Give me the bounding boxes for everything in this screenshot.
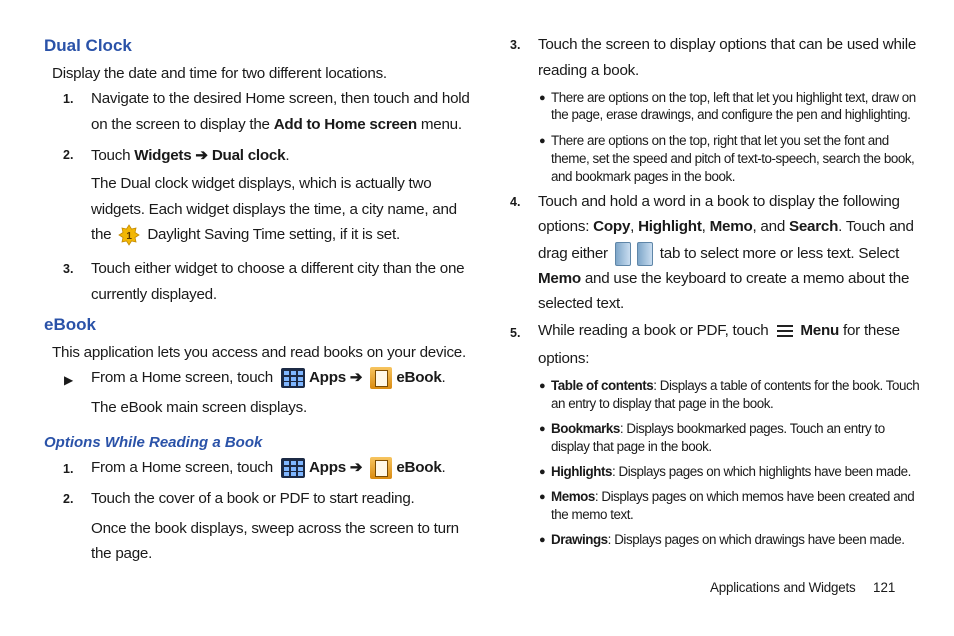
step-number: 1. [63, 92, 74, 106]
result-text: The eBook main screen displays. [91, 399, 307, 416]
bullet-icon: ● [539, 92, 546, 104]
bullet-text [551, 489, 914, 504]
bullet-text: There are options on the top, right that let you set the font and [551, 133, 889, 148]
menu-icon [776, 322, 796, 340]
ebook-app-icon [370, 367, 392, 389]
step-text: reading a book. [538, 62, 639, 79]
bold-term: eBook [396, 459, 442, 477]
step-text: options: Copy, Highlight, Memo, and Search. Touch and [538, 218, 914, 235]
step-text: options: [538, 350, 590, 367]
text: : Displays pages on which drawings have been made. [607, 532, 905, 547]
step-text: currently displayed. [91, 286, 217, 303]
bullet-icon: ● [539, 491, 546, 503]
step-text [91, 146, 289, 164]
bold-term: Bookmarks [551, 421, 620, 436]
text: While reading a book or PDF, touch [538, 322, 773, 340]
text: : Displays bookmarked pages. Touch an entry to [619, 421, 885, 436]
step-number: 5. [510, 326, 521, 340]
step-number: 2. [63, 492, 74, 506]
step-number: 1. [63, 462, 74, 476]
text: . [441, 459, 446, 477]
text: : Displays a table of contents for the book. Touch [653, 378, 920, 393]
bullet-text: display that page in the book. [551, 439, 712, 454]
bullet-icon: ● [539, 135, 546, 147]
bold-term: Widgets ➔ Dual clock [134, 147, 286, 164]
step-text [538, 322, 900, 340]
bold-term: Memo [709, 218, 753, 235]
right-selection-tab-icon [637, 242, 653, 266]
bullet-icon: ● [539, 423, 546, 435]
text: . [441, 369, 446, 387]
footer-section: Applications and Widgets [710, 580, 856, 595]
bullet-text: There are options on the top, left that let you highlight text, draw on [551, 90, 916, 105]
text: : Displays pages on which memos have been created and [594, 489, 915, 504]
text: From a Home screen, touch [91, 459, 277, 477]
text: and use the keyboard to create a memo about the [580, 270, 910, 287]
paragraph-line: The Dual clock widget displays, which is actually two [91, 175, 432, 192]
bold-term: Table of contents [551, 378, 654, 393]
text: tab to select more or less text. Select [655, 245, 900, 263]
bullet-text [551, 532, 905, 547]
bold-term: Drawings [551, 532, 608, 547]
bold-term: Highlight [638, 218, 702, 235]
step-text [538, 270, 909, 287]
text: on the screen to display the [91, 116, 274, 133]
bullet-text: and bookmark pages in the book. [551, 169, 736, 184]
step-number: 4. [510, 195, 521, 209]
paragraph-line: widgets. Each widget displays the time, a city name, and [91, 201, 457, 218]
bullet-text: the page, erase drawings, and configure the pen and highlighting. [551, 107, 911, 122]
text: . Touch and [838, 218, 914, 235]
left-selection-tab-icon [615, 242, 631, 266]
paragraph-line: Once the book displays, sweep across the screen to turn [91, 520, 459, 537]
page-number: 121 [873, 580, 896, 595]
bold-term: Menu [800, 322, 840, 340]
text: Daylight Saving Time setting, if it is set. [143, 226, 400, 244]
ebook-heading: eBook [44, 315, 96, 334]
text: menu. [416, 116, 462, 133]
text: . [285, 147, 290, 164]
text: From a Home screen, touch [91, 369, 277, 387]
text: the [91, 226, 116, 244]
text: options: [538, 218, 594, 235]
bold-term: Search [788, 218, 839, 235]
step-text: Touch either widget to choose a different city than the one [91, 260, 465, 277]
bold-term: Memo [538, 270, 581, 287]
bullet-icon: ● [539, 466, 546, 478]
bold-term: Memos [551, 489, 595, 504]
bullet-text: theme, set the speed and pitch of text-to-speech, search the book, [551, 151, 915, 166]
bold-term: eBook [396, 369, 442, 387]
step-text [91, 367, 446, 389]
bullet-text [551, 464, 911, 479]
dst-badge-icon [118, 224, 140, 246]
dual-clock-heading: Dual Clock [44, 36, 132, 55]
text: for these [839, 322, 900, 340]
paragraph-line: the page. [91, 545, 153, 562]
step-number: 3. [63, 262, 74, 276]
bold-term: Highlights [551, 464, 612, 479]
apps-grid-icon [281, 368, 305, 388]
step-text: Navigate to the desired Home screen, then touch and hold [91, 90, 470, 107]
text: : Displays pages on which highlights have been made. [611, 464, 911, 479]
apps-grid-icon [281, 458, 305, 478]
bullet-text [551, 378, 919, 393]
bold-term: Apps ➔ [308, 459, 363, 477]
step-text: Touch the screen to display options that can be used while [538, 36, 917, 53]
svg-text:1: 1 [126, 231, 132, 242]
bold-term: Apps ➔ [308, 369, 363, 387]
dual-clock-intro: Display the date and time for two different locations. [52, 65, 387, 82]
step-text: Touch and hold a word in a book to display the following [538, 193, 900, 210]
options-heading: Options While Reading a Book [44, 434, 263, 451]
step-text [538, 242, 899, 266]
bullet-icon: ● [539, 534, 546, 546]
bold-term: Copy [593, 218, 631, 235]
step-text [91, 457, 446, 479]
bullet-text: an entry to display that page in the book. [551, 396, 774, 411]
step-number: 3. [510, 38, 521, 52]
bullet-text [551, 421, 885, 436]
step-text: Touch the cover of a book or PDF to start reading. [91, 490, 415, 507]
bullet-text: the memo text. [551, 507, 634, 522]
bold-term: Add to Home screen [273, 116, 417, 133]
ebook-intro: This application lets you access and read books on your device. [52, 344, 466, 361]
bullet-icon: ● [539, 380, 546, 392]
step-number: 2. [63, 148, 74, 162]
paragraph-line [91, 224, 400, 246]
text: Touch [91, 147, 135, 164]
text: drag either [538, 245, 612, 263]
arrow-bullet-icon: ▶ [64, 373, 74, 387]
ebook-app-icon [370, 457, 392, 479]
step-text: selected text. [538, 295, 624, 312]
step-text [91, 116, 462, 133]
